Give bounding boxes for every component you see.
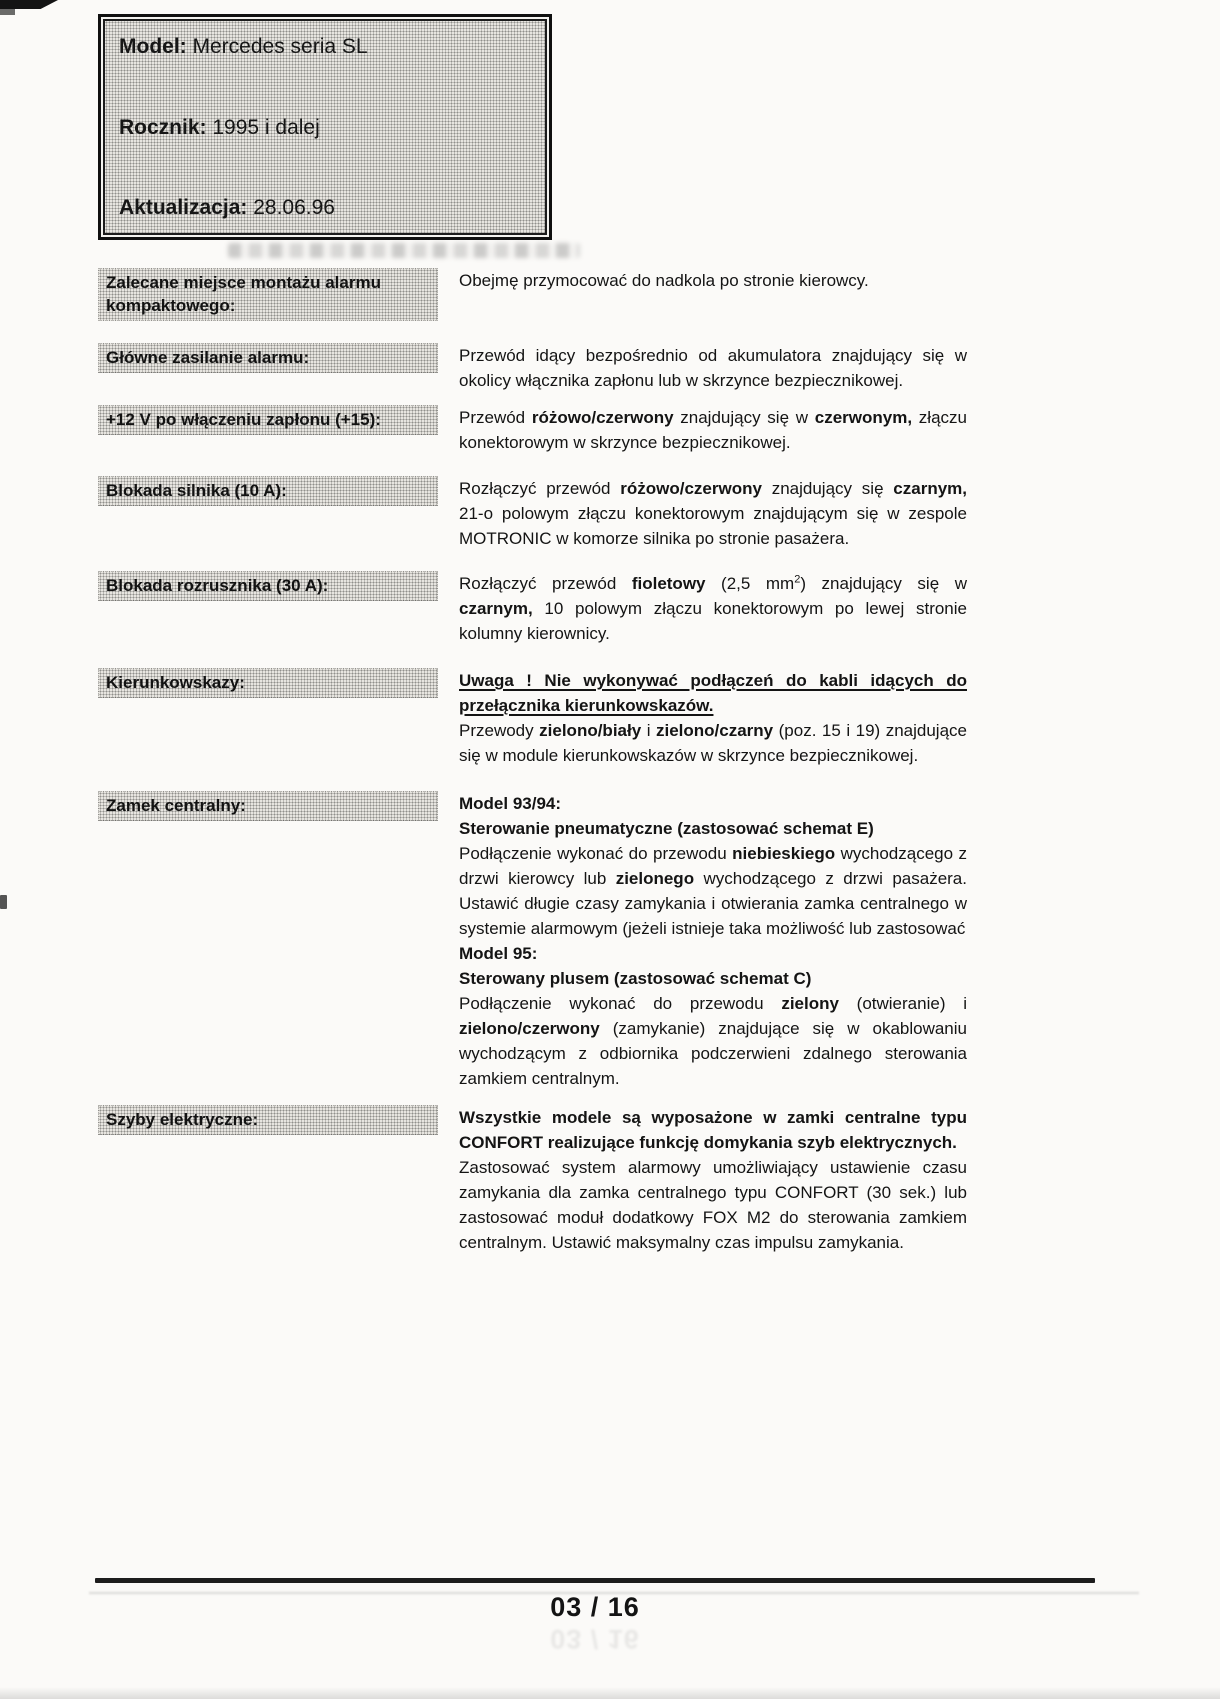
paragraph: Uwaga ! Nie wykonywać podłączeń do kabli idących do przełącznika kierunkowskazów. — [459, 671, 967, 715]
update-value: 28.06.96 — [253, 196, 335, 219]
model-label: Model: — [119, 35, 187, 58]
header-line-model — [119, 34, 533, 60]
paragraph: Model 95: — [459, 944, 538, 963]
paragraph: Wszystkie modele są wyposażone w zamki centralne typu CONFORT realizujące funkcję domykania szyb elektrycznych. — [459, 1108, 967, 1152]
spec-row — [98, 268, 1128, 321]
spec-row — [98, 343, 1128, 393]
spec-label: Główne zasilanie alarmu: — [98, 343, 438, 373]
spec-label: +12 V po włączeniu zapłonu (+15): — [98, 405, 438, 435]
spec-content — [459, 1105, 967, 1255]
page-number-bleed-ghost: 03 / 16 — [550, 1624, 640, 1654]
paragraph: Przewody zielono/biały i zielono/czarny (poz. 15 i 19) znajdujące się w module kierunkowskazów w skrzynce bezpiecznikowej. — [459, 721, 967, 765]
paragraph: Sterowanie pneumatyczne (zastosować schemat E) — [459, 819, 874, 838]
spec-label: Blokada rozrusznika (30 A): — [98, 571, 438, 601]
scan-edge-artifact — [0, 895, 7, 909]
header-box — [98, 14, 552, 240]
paragraph: Podłączenie wykonać do przewodu niebieskiego wychodzącego z drzwi kierowcy lub zielonego wychodzącego z drzwi pasażera. Ustawić długie czasy zamykania i otwierania zamka centralnego w systemie alarmowym (jeżeli istnieje taka możliwość lub zastosować — [459, 844, 968, 938]
spec-row — [98, 405, 1128, 455]
spec-row — [98, 571, 1128, 646]
paragraph: Podłączenie wykonać do przewodu zielony (otwieranie) i zielono/czerwony (zamykanie) znajdujące się w okablowaniu wychodzącym z odbiornika podczerwieni zdalnego sterowania zamkiem centralnym. — [459, 994, 967, 1088]
spec-label: Zalecane miejsce montażu alarmu kompaktowego: — [98, 268, 438, 321]
spec-label: Zamek centralny: — [98, 791, 438, 821]
spec-content — [459, 791, 967, 1091]
paragraph: Przewód różowo/czerwony znajdujący się w czerwonym, złączu konektorowym w skrzynce bezpiecznikowej. — [459, 408, 967, 452]
year-label: Rocznik: — [119, 115, 207, 139]
spec-content — [459, 343, 967, 393]
model-value: Mercedes seria SL — [192, 35, 368, 58]
header-line-update — [119, 195, 533, 221]
spec-row — [98, 668, 1128, 768]
scan-corner-artifact — [0, 0, 58, 9]
paragraph: Zastosować system alarmowy umożliwiający ustawienie czasu zamykania dla zamka centralnego typu CONFORT (30 sek.) lub zastosować moduł dodatkowy FOX M2 do sterowania zamkiem centralnym. Ustawić maksymalny czas impulsu zamykania. — [459, 1158, 967, 1252]
paragraph: Przewód idący bezpośrednio od akumulatora znajdujący się w okolicy włącznika zapłonu lub w skrzynce bezpiecznikowej. — [459, 346, 967, 390]
spec-label: Kierunkowskazy: — [98, 668, 438, 698]
paragraph: Rozłączyć przewód różowo/czerwony znajdujący się czarnym, 21-o polowym złączu konektorowym znajdującym się w zespole MOTRONIC w komorze silnika po stronie pasażera. — [459, 479, 967, 548]
scan-bottom-shadow — [0, 1687, 1220, 1699]
paragraph: Rozłączyć przewód fioletowy (2,5 $mm^2$) znajdujący się w czarnym, 10 polowym złączu konektorowym po lewej stronie kolumny kierownicy. — [459, 573, 967, 643]
spec-label: Blokada silnika (10 A): — [98, 476, 438, 506]
spec-content — [459, 268, 967, 293]
spec-rows — [98, 268, 1128, 1255]
spec-content — [459, 405, 967, 455]
scan-corner-artifact — [0, 9, 15, 15]
ink-bleed-smudge — [228, 243, 580, 258]
header-line-year — [119, 115, 533, 141]
footer-rule — [95, 1578, 1095, 1583]
spec-label: Szyby elektryczne: — [98, 1105, 438, 1135]
spec-row — [98, 791, 1128, 1091]
update-label: Aktualizacja: — [119, 196, 248, 219]
paragraph: Sterowany plusem (zastosować schemat C) — [459, 969, 812, 988]
spec-content — [459, 476, 967, 551]
paragraph: Obejmę przymocować do nadkola po stronie kierowcy. — [459, 271, 869, 290]
header-box-fill — [103, 19, 547, 235]
paragraph: Model 93/94: — [459, 794, 562, 813]
year-value: 1995 i dalej — [212, 115, 320, 139]
spec-content — [459, 668, 967, 768]
spec-row — [98, 476, 1128, 551]
page-number: 03 / 16 — [550, 1592, 640, 1622]
spec-row — [98, 1105, 1128, 1255]
spec-content — [459, 571, 967, 646]
page-footer — [95, 1578, 1095, 1654]
